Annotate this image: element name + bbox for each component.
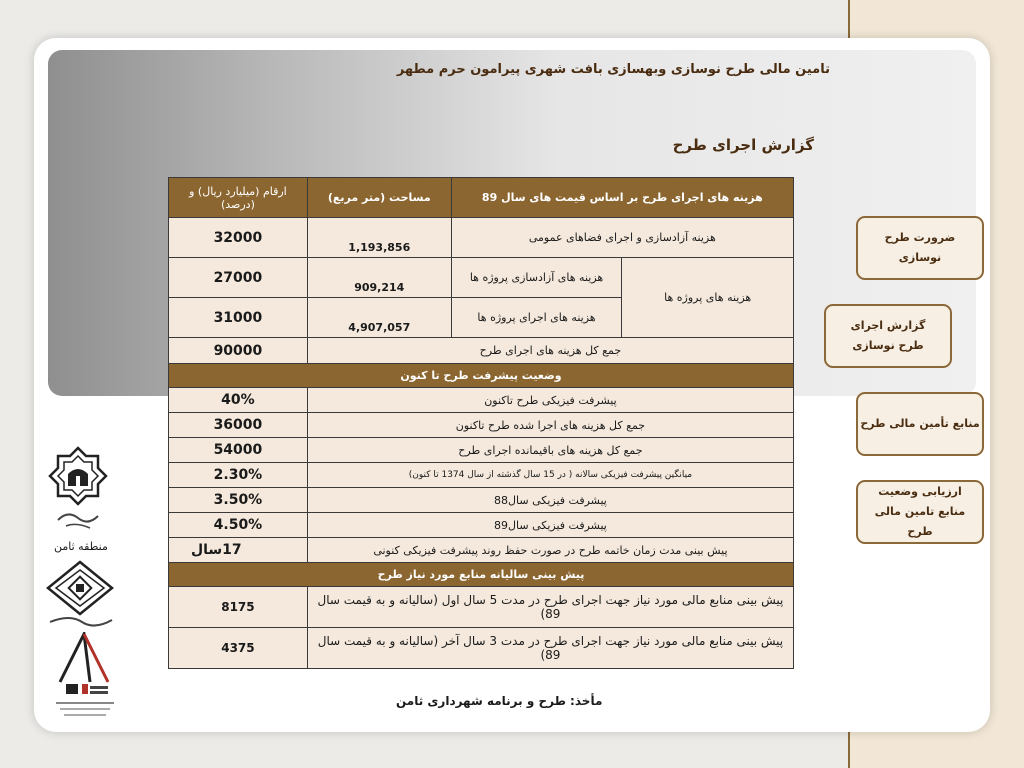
nav-label: ضرورت طرح نوسازی	[884, 231, 956, 264]
row-value: 3.50%	[169, 488, 308, 513]
row-label: میانگین پیشرفت فیزیکی سالانه ( در 15 سال گذشته از سال 1374 تا کنون)	[307, 463, 793, 488]
table-row	[169, 463, 794, 488]
row-value: 27000	[169, 258, 308, 298]
row-value: 17سال	[169, 538, 308, 563]
section-header-row	[169, 563, 794, 587]
row-value: 54000	[169, 438, 308, 463]
slide-title: تامین مالی طرح نوسازی وبهسازی بافت شهری پیرامون حرم مطهر	[396, 62, 830, 77]
row-value: 32000	[169, 218, 308, 258]
row-value: 31000	[169, 298, 308, 338]
row-label: پیش بینی منابع مالی مورد نیاز جهت اجرای طرح در مدت 5 سال اول (سالیانه و به قیمت سال 89)	[307, 587, 793, 628]
row-label: جمع کل هزینه های اجرای طرح	[307, 338, 793, 364]
row-label: پیش بینی مدت زمان خاتمه طرح در صورت حفظ روند پیشرفت فیزیکی کنونی	[307, 538, 793, 563]
row-label: هزینه های اجرای پروژه ها	[451, 298, 622, 338]
row-value: 4375	[169, 628, 308, 669]
row-area: 909,214	[307, 258, 451, 298]
nav-label: ارزیابی وضعیت منابع تامین مالی طرح	[874, 485, 966, 538]
table-row	[169, 538, 794, 563]
row-value: 2.30%	[169, 463, 308, 488]
table-row	[169, 258, 794, 298]
table-header-row	[169, 178, 794, 218]
table-row	[169, 218, 794, 258]
row-label: هزینه های آزادسازی پروژه ها	[451, 258, 622, 298]
nav-label: گزارش اجرای طرح نوسازی	[850, 319, 926, 352]
section-forecast-title: پیش بینی سالیانه منابع مورد نیاز طرح	[169, 563, 794, 587]
projects-group-label: هزینه های پروژه ها	[622, 258, 794, 338]
row-label: پیشرفت فیزیکی طرح تاکنون	[307, 388, 793, 413]
municipality-caption: منطقه ثامن	[54, 540, 108, 553]
municipality-logo	[46, 446, 110, 536]
row-label: جمع کل هزینه های باقیمانده اجرای طرح	[307, 438, 793, 463]
row-area: 1,193,856	[307, 218, 451, 258]
table-row	[169, 438, 794, 463]
section-header-row	[169, 364, 794, 388]
nav-renovation-necessity[interactable]	[856, 216, 984, 280]
header-amount: ارقام (میلیارد ریال) و (درصد)	[169, 178, 308, 218]
execution-report-table	[168, 177, 794, 669]
row-value: 36000	[169, 413, 308, 438]
nav-label: منابع تأمین مالی طرح	[860, 417, 980, 430]
row-label: پیش بینی منابع مالی مورد نیاز جهت اجرای طرح در مدت 3 سال آخر (سالیانه و به قیمت سال 89)	[307, 628, 793, 669]
company-logo	[42, 560, 118, 630]
row-value: 90000	[169, 338, 308, 364]
row-label: پیشرفت فیزیکی سال89	[307, 513, 793, 538]
table-row	[169, 587, 794, 628]
table-row	[169, 628, 794, 669]
table-row	[169, 413, 794, 438]
header-area: مساحت (متر مربع)	[307, 178, 451, 218]
row-label: هزینه آزادسازی و اجرای فضاهای عمومی	[451, 218, 793, 258]
row-value: 40%	[169, 388, 308, 413]
row-label: پیشرفت فیزیکی سال88	[307, 488, 793, 513]
table-row	[169, 388, 794, 413]
table-row	[169, 338, 794, 364]
row-area: 4,907,057	[307, 298, 451, 338]
source-caption: مأخذ: طرح و برنامه شهرداری ثامن	[396, 694, 603, 708]
engineering-logo	[50, 632, 120, 722]
row-value: 4.50%	[169, 513, 308, 538]
nav-execution-report[interactable]	[824, 304, 952, 368]
section-progress-title: وضعیت پیشرفت طرح تا کنون	[169, 364, 794, 388]
table-row	[169, 513, 794, 538]
row-label: جمع کل هزینه های اجرا شده طرح تاکنون	[307, 413, 793, 438]
header-cost: هزینه های اجرای طرح بر اساس قیمت های سال 89	[451, 178, 793, 218]
nav-funding-sources[interactable]	[856, 392, 984, 456]
table-row	[169, 488, 794, 513]
nav-funding-evaluation[interactable]	[856, 480, 984, 544]
row-value: 8175	[169, 587, 308, 628]
section-title: گزارش اجرای طرح	[672, 136, 814, 154]
